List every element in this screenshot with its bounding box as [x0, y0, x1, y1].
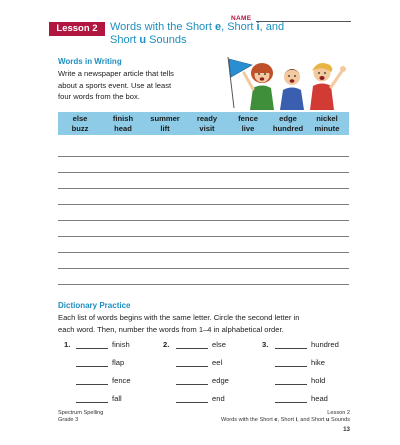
title-letter-i: i [256, 21, 260, 33]
list-word: head [311, 394, 328, 403]
writing-line[interactable] [58, 204, 349, 205]
list-word: else [212, 340, 226, 349]
writing-line[interactable] [58, 268, 349, 269]
word-box-word: finish [112, 114, 134, 123]
writing-line[interactable] [58, 236, 349, 237]
word-box-word: minute [314, 124, 340, 133]
writing-line[interactable] [58, 252, 349, 253]
instruction-line: each word. Then, number the words from 1–4 in alphabetical order. [58, 324, 284, 334]
instruction-line: about a sports event. Use at least [58, 80, 172, 90]
title-letter-u: u [139, 34, 147, 46]
list-word: end [212, 394, 225, 403]
writing-instructions [58, 68, 223, 103]
list-word: finish [112, 340, 130, 349]
answer-blank[interactable] [275, 402, 307, 403]
answer-blank[interactable] [275, 348, 307, 349]
list-word: hike [311, 358, 325, 367]
word-box-word: edge [279, 114, 297, 123]
dictionary-instructions [58, 312, 358, 335]
footer-title-part: , and Short [297, 417, 327, 423]
answer-blank[interactable] [76, 348, 108, 349]
word-box-word: live [241, 124, 255, 133]
footer-left [58, 410, 103, 424]
words-in-writing-heading: Words in Writing [58, 57, 122, 66]
word-box-word: buzz [71, 124, 89, 133]
word-box-word: head [114, 124, 132, 133]
word-box-word: hundred [272, 124, 304, 133]
word-box-word: visit [199, 124, 215, 133]
writing-line[interactable] [58, 172, 349, 173]
word-box-word: lift [160, 124, 170, 133]
list-word: fall [112, 394, 122, 403]
writing-line[interactable] [58, 284, 349, 285]
footer-letter-u: u [326, 417, 330, 423]
answer-blank[interactable] [275, 366, 307, 367]
page-title [110, 21, 345, 47]
title-part: Short [110, 34, 140, 46]
writing-line[interactable] [58, 220, 349, 221]
footer-title-part: , Short [277, 417, 296, 423]
word-box-word: summer [150, 114, 180, 123]
answer-blank[interactable] [76, 366, 108, 367]
footer-grade: Grade 3 [58, 417, 79, 423]
footer-lesson-title [160, 417, 350, 424]
word-box-word: fence [238, 114, 258, 123]
list-word: fence [112, 376, 131, 385]
list-word: edge [212, 376, 229, 385]
footer-title-part: Sounds [329, 417, 350, 423]
answer-blank[interactable] [176, 402, 208, 403]
footer-lesson: Lesson 2 [327, 410, 350, 416]
footer-book-title: Spectrum Spelling [58, 410, 104, 416]
list-number: 2. [163, 340, 170, 349]
word-box-word: nickel [316, 114, 338, 123]
instruction-line: Write a newspaper article that tells [58, 69, 174, 78]
page-number: 13 [343, 426, 350, 433]
list-number: 1. [64, 340, 71, 349]
answer-blank[interactable] [275, 384, 307, 385]
answer-blank[interactable] [76, 384, 108, 385]
writing-line[interactable] [58, 156, 349, 157]
title-part: Sounds [146, 34, 187, 46]
instruction-line: four words from the box. [58, 92, 140, 101]
name-label: NAME [231, 15, 252, 22]
instruction-line: Each list of words begins with the same letter. Circle the second letter in [58, 313, 300, 322]
footer-right [160, 410, 350, 424]
answer-blank[interactable] [176, 384, 208, 385]
title-letter-e: e [214, 21, 222, 33]
list-number: 3. [262, 340, 269, 349]
title-part: Words with the Short [110, 21, 215, 33]
dictionary-practice-heading: Dictionary Practice [58, 301, 131, 310]
footer-letter-e: e [274, 417, 278, 423]
writing-line[interactable] [58, 188, 349, 189]
word-box-word: else [72, 114, 88, 123]
word-box [58, 112, 349, 135]
answer-blank[interactable] [176, 366, 208, 367]
cheering-kids-illustration [222, 53, 350, 110]
answer-blank[interactable] [76, 402, 108, 403]
title-part: , Short [221, 21, 257, 33]
list-word: flap [112, 358, 125, 367]
footer-letter-i: i [295, 417, 298, 423]
list-word: hundred [311, 340, 339, 349]
list-word: hold [311, 376, 326, 385]
answer-blank[interactable] [176, 348, 208, 349]
footer-title-part: Words with the Short [221, 417, 275, 423]
list-word: eel [212, 358, 223, 367]
word-box-word: ready [196, 114, 218, 123]
lesson-badge: Lesson 2 [49, 22, 105, 36]
title-part: , and [259, 21, 285, 33]
